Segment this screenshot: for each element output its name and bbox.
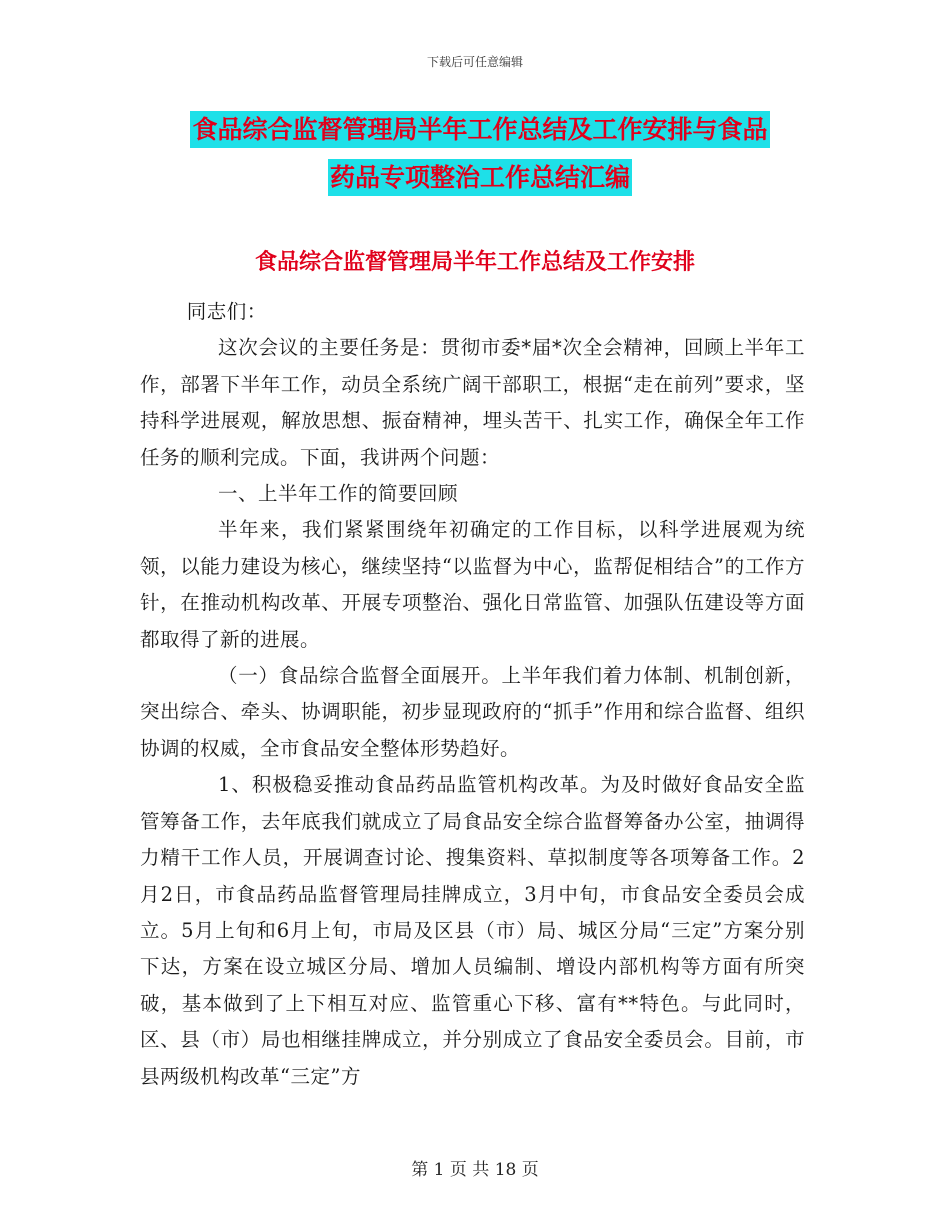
salutation: 同志们： bbox=[186, 300, 267, 323]
header-note: 下载后可任意编辑 bbox=[426, 55, 523, 69]
document-body bbox=[140, 294, 805, 1095]
section-title: 食品综合监督管理局半年工作总结及工作安排 bbox=[254, 250, 695, 275]
paragraph: 这次会议的主要任务是：贯彻市委*届*次全会精神，回顾上半年工作，部署下半年工作，动员全系统广阔干部职工，根据“走在前列”要求，坚持科学进展观，解放思想、振奋精神，埋头苦干、扎实工作，确保全年工作任务的顺利完成。下面，我讲两个问题： bbox=[140, 336, 805, 469]
title-line-1: 食品综合监督管理局半年工作总结及工作安排与食品 bbox=[190, 111, 769, 148]
title-line-2: 药品专项整治工作总结汇编 bbox=[328, 159, 632, 196]
document-title bbox=[140, 106, 820, 202]
paragraph: （一）食品综合监督全面展开。上半年我们着力体制、机制创新，突出综合、牵头、协调职能，初步显现政府的“抓手”作用和综合监督、组织协调的权威，全市食品安全整体形势趋好。 bbox=[140, 664, 805, 760]
section-heading: 一、上半年工作的简要回顾 bbox=[218, 482, 459, 506]
page-footer: 第 1 页 共 18 页 bbox=[411, 1160, 539, 1180]
paragraph: 半年来，我们紧紧围绕年初确定的工作目标，以科学进展观为统领，以能力建设为核心，继续坚持“以监督为中心，监帮促相结合”的工作方针，在推动机构改革、开展专项整治、强化日常监管、加强队伍建设等方面都取得了新的进展。 bbox=[140, 518, 805, 651]
paragraph: 1、积极稳妥推动食品药品监管机构改革。为及时做好食品安全监管筹备工作，去年底我们就成立了局食品安全综合监督筹备办公室，抽调得力精干工作人员，开展调查讨论、搜集资料、草拟制度等各项筹备工作。2月2日，市食品药品监督管理局挂牌成立，3月中旬，市食品安全委员会成立。5月上旬和6月上旬，市局及区县（市）局、城区分局“三定”方案分别下达，方案在设立城区分局、增加人员编制、增设内部机构等方面有所突破，基本做到了上下相互对应、监管重心下移、富有**特色。与此同时，区、县（市）局也相继挂牌成立，并分别成立了食品安全委员会。目前，市县两级机构改革“三定”方 bbox=[140, 773, 805, 1088]
